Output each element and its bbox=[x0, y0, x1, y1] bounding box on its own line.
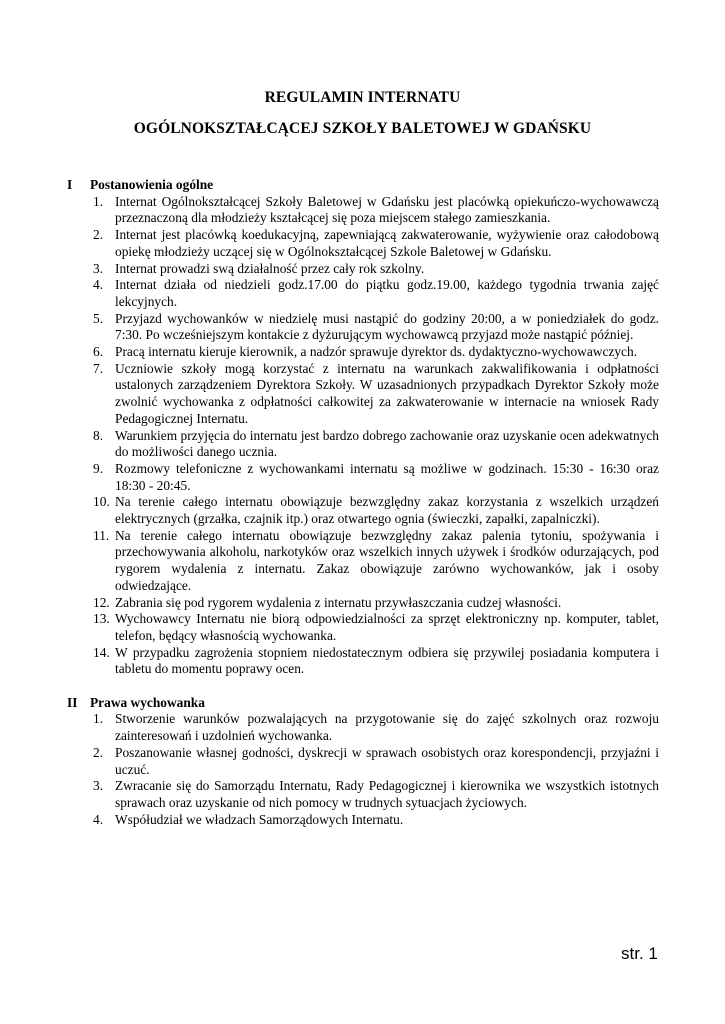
item-number: 5. bbox=[93, 310, 104, 326]
list-item bbox=[67, 611, 659, 644]
section-numeral: I bbox=[67, 177, 73, 192]
list-item bbox=[67, 194, 659, 227]
list-item bbox=[67, 277, 659, 310]
item-text: Warunkiem przyjęcia do internatu jest bardzo dobrego zachowanie oraz uzyskanie ocen adekwatnych do możliwości danego ucznia. bbox=[115, 427, 659, 460]
item-text: Pracą internatu kieruje kierownik, a nadzór sprawuje dyrektor ds. dydaktyczno-wychowawczych. bbox=[115, 344, 638, 360]
item-text: Współudział we władzach Samorządowych Internatu. bbox=[115, 811, 404, 827]
list-item bbox=[67, 812, 659, 829]
list-item bbox=[67, 344, 659, 361]
section-1 bbox=[67, 177, 659, 678]
item-number: 12. bbox=[93, 594, 110, 610]
section-title: Prawa wychowanka bbox=[90, 694, 205, 710]
item-number: 13. bbox=[93, 611, 110, 627]
item-text: Internat działa od niedzieli godz.17.00 do piątku godz.19.00, każdego tygodnia trwania zajęć lekcyjnych. bbox=[115, 277, 659, 309]
item-number: 11. bbox=[93, 527, 110, 543]
section-items bbox=[67, 711, 659, 828]
page-number: str. 1 bbox=[621, 944, 658, 963]
item-text: Poszanowanie własnej godności, dyskrecji w sprawach osobistych oraz korespondencji, przyjaźni i uczuć. bbox=[115, 744, 659, 777]
item-text: Zabrania się pod rygorem wydalenia z internatu przywłaszczania cudzej własności. bbox=[115, 594, 562, 610]
document-title: REGULAMIN INTERNATU bbox=[264, 89, 461, 106]
item-text: Zwracanie się do Samorządu Internatu, Rady Pedagogicznej i kierownika we wszystkich istotnych sprawach oraz uzyskanie od nich pomocy w trudnych sytuacjach życiowych. bbox=[115, 778, 659, 810]
list-item bbox=[67, 494, 659, 527]
item-number: 10. bbox=[93, 494, 110, 510]
list-item bbox=[67, 311, 659, 344]
item-text: Na terenie całego internatu obowiązuje bezwzględny zakaz korzystania z wszelkich urządzeń elektrycznych (grzałka, czajnik itp.) oraz otwartego ognia (świeczki, zapałki, zapalniczki). bbox=[115, 494, 659, 527]
item-number: 4. bbox=[93, 277, 104, 293]
item-number: 14. bbox=[93, 644, 110, 660]
section-2 bbox=[67, 695, 659, 829]
list-item bbox=[67, 778, 659, 811]
list-item bbox=[67, 227, 659, 260]
item-text: Stworzenie warunków pozwalających na przygotowanie się do zajęć szkolnych oraz rozwoju zainteresowań i uzdolnień wychowanka. bbox=[115, 711, 659, 744]
item-text: Rozmowy telefoniczne z wychowankami internatu są możliwe w godzinach. 15:30 - 16:30 oraz 18:30 - 20:45. bbox=[115, 460, 659, 493]
document-subtitle: OGÓLNOKSZTAŁCĄCEJ SZKOŁY BALETOWEJ W GDAŃSKU bbox=[133, 120, 592, 137]
item-number: 6. bbox=[93, 344, 104, 360]
item-number: 4. bbox=[93, 811, 104, 827]
section-heading bbox=[67, 695, 659, 712]
list-item bbox=[67, 711, 659, 744]
list-item bbox=[67, 645, 659, 678]
document-body bbox=[67, 177, 659, 828]
section-title: Postanowienia ogólne bbox=[90, 177, 214, 192]
item-text: Internat Ogólnokształcącej Szkoły Baletowej w Gdańsku jest placówką opiekuńczo-wychowawczą przeznaczoną dla młodzieży kształcącej się poza miejscem stałego zamieszkania. bbox=[115, 193, 659, 226]
section-items bbox=[67, 194, 659, 678]
list-item bbox=[67, 461, 659, 494]
item-number: 1. bbox=[93, 711, 104, 727]
item-text: Przyjazd wychowanków w niedzielę musi nastąpić do godziny 20:00, a w poniedziałek do godz. 7:30. Po wcześniejszym kontakcie z dyżurującym wychowawcą przyjazd może nastąpić później. bbox=[115, 310, 659, 343]
item-number: 2. bbox=[93, 227, 104, 243]
item-text: Wychowawcy Internatu nie biorą odpowiedzialności za sprzęt elektroniczny np. komputer, tablet, telefon, będący własnością wychowanka. bbox=[115, 611, 659, 643]
item-number: 1. bbox=[93, 193, 104, 209]
list-item bbox=[67, 745, 659, 778]
item-number: 9. bbox=[93, 460, 104, 476]
item-number: 8. bbox=[93, 427, 104, 443]
item-number: 7. bbox=[93, 360, 104, 376]
list-item bbox=[67, 595, 659, 612]
list-item bbox=[67, 261, 659, 278]
item-text: Na terenie całego internatu obowiązuje bezwzględny zakaz palenia tytoniu, spożywania i przechowywania alkoholu, narkotyków oraz wszelkich innych używek i środków odurzających, pod rygorem wydalenia z internatu. Zakaz obowiązuje zarówno wychowanków, jak i osoby odwiedzające. bbox=[115, 527, 659, 593]
section-heading bbox=[67, 177, 659, 194]
list-item bbox=[67, 361, 659, 428]
item-text: W przypadku zagrożenia stopniem niedostatecznym odbiera się przywilej posiadania komputera i tabletu do momentu poprawy ocen. bbox=[115, 644, 659, 677]
item-number: 3. bbox=[93, 260, 104, 276]
item-number: 3. bbox=[93, 778, 104, 794]
item-text: Uczniowie szkoły mogą korzystać z internatu na warunkach zakwalifikowania i odpłatności ustalonych zarządzeniem Dyrektora Szkoły. W uzasadnionych przypadkach Dyrektor Szkoły może zwolnić wychowanka z odpłatności całkowitej za zakwaterowanie w internacie na wniosek Rady Pedagogicznej Internatu. bbox=[115, 360, 659, 426]
list-item bbox=[67, 428, 659, 461]
item-text: Internat prowadzi swą działalność przez cały rok szkolny. bbox=[115, 260, 425, 276]
item-text: Internat jest placówką koedukacyjną, zapewniającą zakwaterowanie, wyżywienie oraz całodobową opiekę młodzieży uczącej się w Ogólnokształcącej Szkole Baletowej w Gdańsku. bbox=[115, 227, 659, 259]
item-number: 2. bbox=[93, 744, 104, 760]
list-item bbox=[67, 528, 659, 595]
section-numeral: II bbox=[67, 694, 78, 710]
